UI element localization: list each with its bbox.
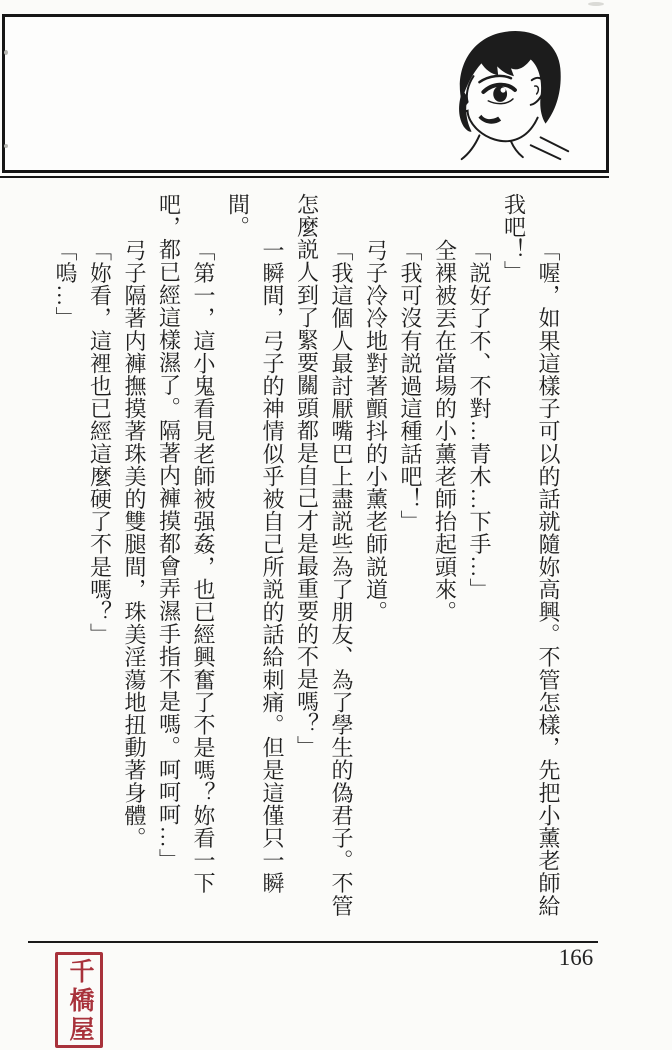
page-number: 166: [558, 945, 594, 970]
paragraph: 「嗚…」: [53, 239, 78, 330]
scan-speck: [4, 144, 8, 148]
mouth: [478, 115, 501, 124]
footer-rule: [28, 941, 598, 943]
scan-speck: [4, 50, 8, 55]
paragraph: 一瞬間，弓子的神情似乎被自己所説的話給刺痛。但是這僅只一瞬間。: [225, 193, 285, 895]
paragraph: 「我可沒有説過這種話吧！」: [398, 239, 423, 533]
panel-underline: [0, 176, 609, 178]
paragraph: 「我這個人最討厭嘴巴上盡説些為了朋友、為了學生的偽君子。不管怎麼説人到了緊要關頭都是自己才是最重要的不是嗎？」: [294, 193, 354, 918]
eye-highlight: [501, 87, 506, 92]
manga-face-illustration: [430, 19, 592, 167]
paragraph: 「喔，如果這樣子可以的話就隨妳高興。不管怎樣，先把小薰老師給我吧！」: [501, 193, 561, 918]
seal-text: 千橋屋: [66, 957, 93, 1045]
eyebrow: [479, 76, 511, 82]
publisher-seal: [55, 952, 103, 1048]
collar-line-1: [531, 145, 561, 159]
paragraph: 弓子冷冷地對著顫抖的小薰老師説道。: [363, 239, 389, 624]
page-text: [48, 193, 566, 938]
scan-speck: [588, 2, 604, 6]
ear-inner: [535, 86, 539, 94]
paragraph: 全裸被丟在當場的小薰老師抬起頭來。: [432, 239, 458, 624]
paragraph: 「妳看，這裡也已經這麼硬了不是嗎？」: [87, 239, 113, 646]
collar-line-2: [541, 137, 569, 151]
paragraph: 「第一，這小鬼看見老師被强姦，也已經興奮了不是嗎？妳看一下吧，都已經這樣濕了。隔著内褲摸都會弄濕手指不是嗎。呵呵呵…」: [156, 193, 216, 895]
neck-line: [511, 141, 523, 157]
illustration-panel: [2, 14, 609, 173]
shoulder-line-left: [462, 135, 480, 159]
paragraph: 「説好了不、不對…青木…下手…」: [467, 239, 492, 601]
paragraph: 弓子隔著内褲撫摸著珠美的雙腿間，珠美淫蕩地扭動著身體。: [122, 239, 147, 850]
